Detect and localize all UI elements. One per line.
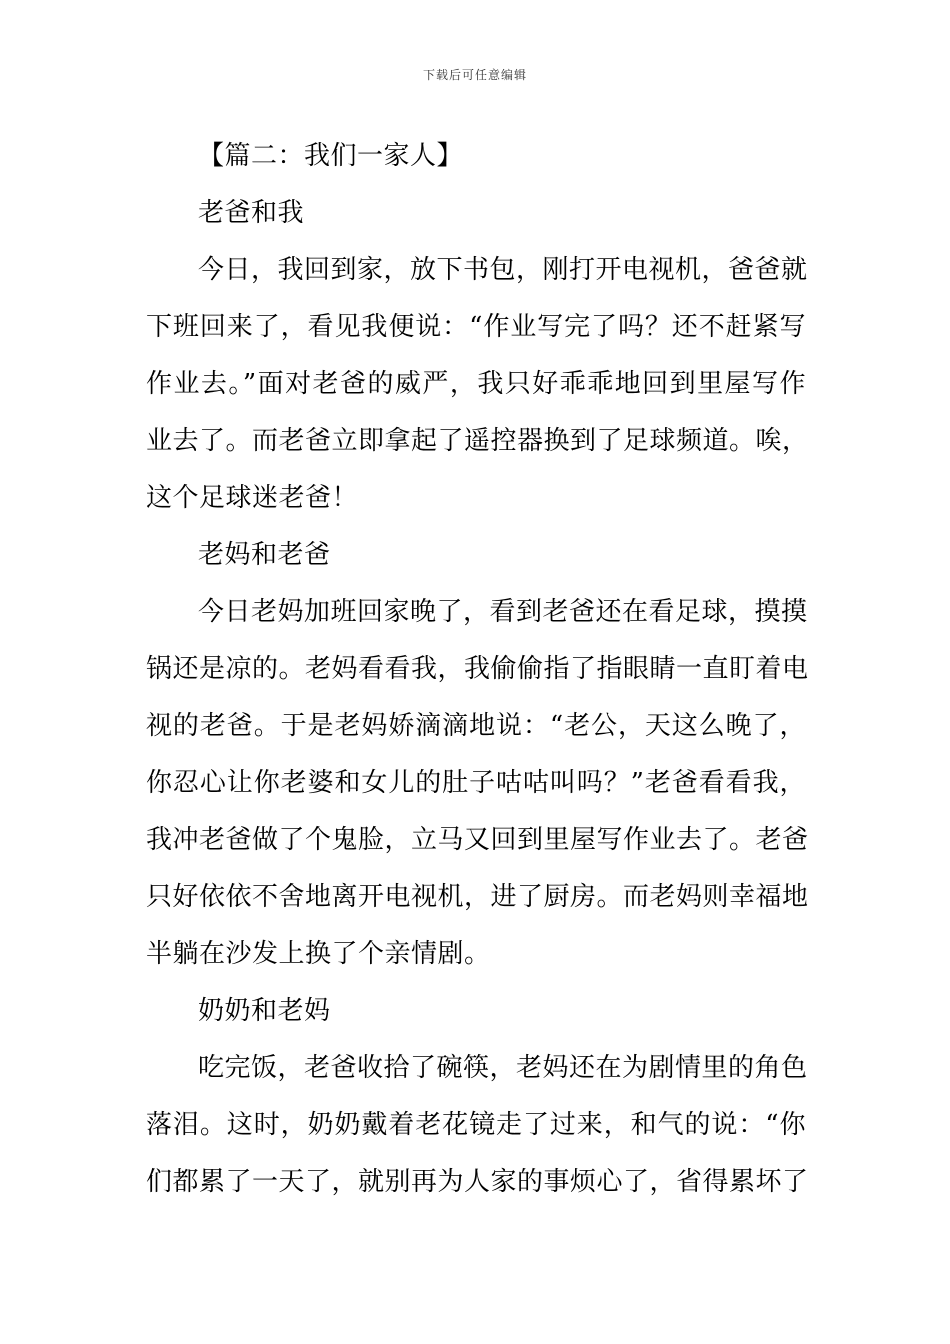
text-line: 们都累了一天了，就别再为人家的事烦心了，省得累坏了 (146, 1167, 809, 1197)
text-line: 业去了。而老爸立即拿起了遥控器换到了足球频道。唉， (146, 426, 809, 456)
subheading-dad-and-me: 老爸和我 (198, 198, 305, 228)
text-line: 这个足球迷老爸！ (146, 483, 359, 513)
subheading-mom-and-dad: 老妈和老爸 (198, 540, 331, 570)
text-line: 今日，我回到家，放下书包，刚打开电视机，爸爸就 (198, 255, 808, 285)
document-body (146, 128, 809, 1211)
text-line: 我冲老爸做了个鬼脸，立马又回到里屋写作业去了。老爸 (146, 825, 809, 855)
text-line: 锅还是凉的。老妈看看我，我偷偷指了指眼睛一直盯着电 (146, 654, 809, 684)
text-line: 落泪。这时，奶奶戴着老花镜走了过来，和气的说：“你 (146, 1110, 806, 1140)
text-line: 你忍心让你老婆和女儿的肚子咕咕叫吗？”老爸看看我， (146, 768, 806, 798)
text-line: 作业去。”面对老爸的威严，我只好乖乖地回到里屋写作 (146, 369, 806, 399)
text-line: 今日老妈加班回家晚了，看到老爸还在看足球，摸摸 (198, 597, 808, 627)
text-line: 下班回来了，看见我便说：“作业写完了吗？还不赶紧写 (146, 312, 806, 342)
text-line: 吃完饭，老爸收拾了碗筷，老妈还在为剧情里的角色 (198, 1053, 808, 1083)
section-title: 【篇二：我们一家人】 (198, 141, 464, 171)
text-line: 只好依依不舍地离开电视机，进了厨房。而老妈则幸福地 (146, 882, 809, 912)
text-line: 半躺在沙发上换了个亲情剧。 (146, 939, 491, 969)
header-note: 下载后可任意编辑 (422, 68, 527, 82)
subheading-grandma-and-mom: 奶奶和老妈 (198, 996, 331, 1026)
text-line: 视的老爸。于是老妈娇滴滴地说：“老公，天这么晚了， (146, 711, 806, 741)
